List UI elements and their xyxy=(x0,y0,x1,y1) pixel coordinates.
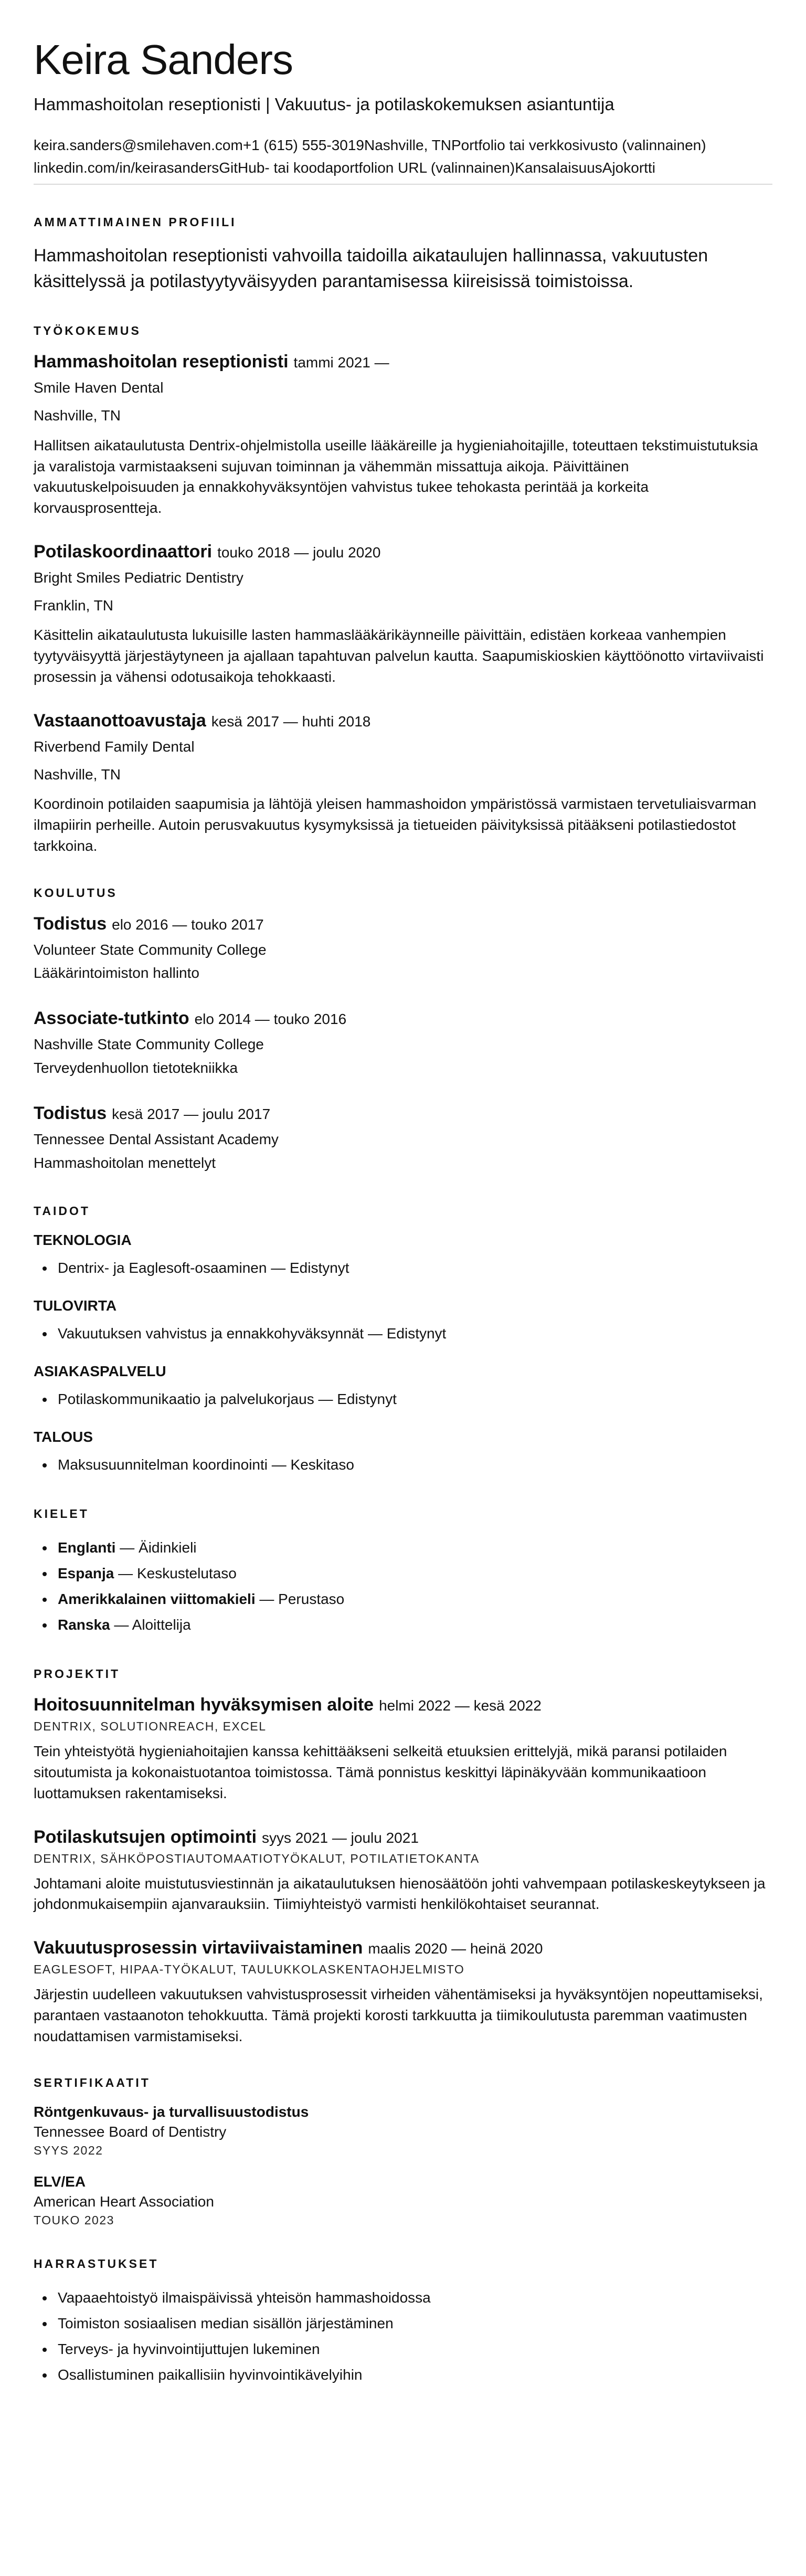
contact-row-secondary xyxy=(34,156,772,179)
language-level: Keskustelutaso xyxy=(136,1565,237,1582)
candidate-headline: Hammashoitolan reseptionisti | Vakuutus- ja potilaskokemuksen asiantuntija xyxy=(34,94,614,114)
skill-item: • Dentrix- ja Eaglesoft-osaaminen — Edistynyt xyxy=(55,1255,772,1281)
language-level: Aloittelija xyxy=(132,1617,191,1633)
hobbies-section-title: HARRASTUKSET xyxy=(34,2257,159,2271)
project-tech: DENTRIX, SÄHKÖPOSTIAUTOMAATIOTYÖKALUT, POTILATIETOKANTA xyxy=(34,1851,480,1865)
language-item: • Espanja — Keskustelutaso xyxy=(55,1560,772,1586)
education-section xyxy=(34,886,772,1175)
experience-description: Hallitsen aikataulutusta Dentrix-ohjelmistolla useille lääkäreille ja hygieniahoitajille, toteuttaen tekstimuistutuksia ja varalistoja varmistaakseni sujuvan toiminnan ja vähemmän missattuja aikoja. Päivittäinen vakuutuskelpoisuuden ja ennakkohyväksyntöjen vahvistus tukee tehokasta perintää ja korkeita korvausprosentteja. xyxy=(34,437,758,516)
contact-github[interactable]: GitHub- tai koodaportfolion URL (valinnainen) xyxy=(219,160,515,176)
hobby-item: • Toimiston sosiaalisen median sisällön järjestäminen xyxy=(55,2310,772,2336)
education-field: Hammashoitolan menettelyt xyxy=(34,1154,216,1171)
certification-date: SYYS 2022 xyxy=(34,2144,103,2158)
skill-category: TALOUS xyxy=(34,1429,93,1445)
certifications-section-title: SERTIFIKAATIT xyxy=(34,2076,151,2090)
project-entry xyxy=(34,1827,772,1915)
education-school: Tennessee Dental Assistant Academy xyxy=(34,1131,279,1147)
hobbies-section xyxy=(34,2257,772,2388)
experience-entry-header xyxy=(34,711,772,731)
project-name: Vakuutusprosessin virtaviivaistaminen xyxy=(34,1938,363,1958)
project-tech: DENTRIX, SOLUTIONREACH, EXCEL xyxy=(34,1719,267,1734)
certification-name: ELV/EA xyxy=(34,2173,86,2190)
languages-section-title: KIELET xyxy=(34,1507,89,1521)
education-field: Lääkärintoimiston hallinto xyxy=(34,965,199,981)
experience-entry xyxy=(34,542,772,688)
skill-category: TEKNOLOGIA xyxy=(34,1232,132,1249)
project-description: Järjestin uudelleen vakuutuksen vahvistusprosessit virheiden vähentämiseksi ja hyväksyntöjen nopeuttamiseksi, parantaen vastaanoton tehokkuutta. Tämä projekti korosti tarkkuutta ja tiimikoulutusta paremman vaatimusten noudattamisen varmistamiseksi. xyxy=(34,1986,763,2044)
certification-issuer: American Heart Association xyxy=(34,2193,214,2210)
experience-entry-header xyxy=(34,542,772,562)
project-name: Potilaskutsujen optimointi xyxy=(34,1827,257,1847)
experience-company: Smile Haven Dental xyxy=(34,379,164,396)
project-name: Hoitosuunnitelman hyväksymisen aloite xyxy=(34,1695,374,1715)
experience-role: Vastaanottoavustaja xyxy=(34,710,206,731)
experience-location: Nashville, TN xyxy=(34,407,121,424)
education-entry-header xyxy=(34,1103,772,1124)
contact-license: Ajokortti xyxy=(602,160,655,176)
project-description: Johtamani aloite muistutusviestinnän ja aikataulutuksen hienosäätöön johti vahvempaan potilaskeskeytykseen ja johdonmukaisempiin ajanvarauksiin. Tiimiyhteistyö varmisti henkilökohtaiset seurannat. xyxy=(34,1875,766,1913)
certification-issuer: Tennessee Board of Dentistry xyxy=(34,2124,227,2140)
experience-entry xyxy=(34,711,772,857)
project-entry-header xyxy=(34,1827,772,1847)
contact-citizenship: Kansalaisuus xyxy=(515,160,602,176)
education-dates: kesä 2017 — joulu 2017 xyxy=(112,1105,271,1122)
certifications-section xyxy=(34,2076,772,2227)
education-dates: elo 2014 — touko 2016 xyxy=(194,1011,347,1028)
language-name: Ranska xyxy=(58,1617,110,1633)
project-entry-header xyxy=(34,1695,772,1715)
education-section-title: KOULUTUS xyxy=(34,885,118,900)
experience-role: Potilaskoordinaattori xyxy=(34,541,213,562)
skills-section-title: TAIDOT xyxy=(34,1204,90,1218)
resume-header xyxy=(34,38,772,185)
experience-section xyxy=(34,324,772,856)
experience-dates: touko 2018 — joulu 2020 xyxy=(217,544,381,561)
project-tech: EAGLESOFT, HIPAA-TYÖKALUT, TAULUKKOLASKENTAOHJELMISTO xyxy=(34,1962,465,1977)
experience-dates: tammi 2021 — xyxy=(293,354,389,371)
contact-email[interactable]: keira.sanders@smilehaven.com xyxy=(34,136,243,153)
contact-linkedin[interactable]: linkedin.com/in/keirasanders xyxy=(34,160,219,176)
education-entry xyxy=(34,1008,772,1080)
language-name: Espanja xyxy=(58,1565,114,1582)
header-divider xyxy=(34,184,772,185)
skill-list xyxy=(34,1255,772,1281)
certification-entry xyxy=(34,2173,772,2227)
language-item: • Amerikkalainen viittomakieli — Perustaso xyxy=(55,1586,772,1612)
education-entry xyxy=(34,1103,772,1175)
skill-group xyxy=(34,1429,772,1477)
hobby-item: • Osallistuminen paikallisiin hyvinvointikävelyihin xyxy=(55,2362,772,2388)
skill-group xyxy=(34,1363,772,1412)
experience-role: Hammashoitolan reseptionisti xyxy=(34,352,289,372)
projects-section-title: PROJEKTIT xyxy=(34,1667,121,1681)
languages-section xyxy=(34,1507,772,1638)
language-name: Englanti xyxy=(58,1539,116,1556)
certification-date: TOUKO 2023 xyxy=(34,2213,114,2227)
candidate-name: Keira Sanders xyxy=(34,36,293,83)
skill-list xyxy=(34,1321,772,1346)
education-entry xyxy=(34,914,772,986)
projects-section xyxy=(34,1667,772,2046)
project-dates: helmi 2022 — kesä 2022 xyxy=(379,1697,542,1714)
skills-section xyxy=(34,1204,772,1477)
experience-description: Koordinoin potilaiden saapumisia ja lähtöjä yleisen hammashoidon ympäristössä varmistaen tervetuliaisvarman ilmapiirin perheille. Autoin perusvakuutus kysymyksissä ja tietueiden päivityksissä pitääkseni potilastiedostot tarkkoina. xyxy=(34,796,757,854)
skill-item: • Maksusuunnitelman koordinointi — Keskitaso xyxy=(55,1452,772,1477)
skill-list xyxy=(34,1452,772,1477)
hobby-list xyxy=(34,2285,772,2388)
education-field: Terveydenhuollon tietotekniikka xyxy=(34,1059,238,1076)
experience-company: Riverbend Family Dental xyxy=(34,738,195,755)
experience-location: Franklin, TN xyxy=(34,597,113,614)
education-school: Volunteer State Community College xyxy=(34,941,267,958)
language-name: Amerikkalainen viittomakieli xyxy=(58,1591,256,1608)
certification-name: Röntgenkuvaus- ja turvallisuustodistus xyxy=(34,2104,309,2120)
contact-location: Nashville, TN xyxy=(364,136,451,153)
project-entry xyxy=(34,1695,772,1803)
education-degree: Todistus xyxy=(34,913,107,934)
hobby-item: • Terveys- ja hyvinvointijuttujen lukeminen xyxy=(55,2336,772,2362)
experience-entry-header xyxy=(34,352,772,372)
contact-row-primary xyxy=(34,134,772,156)
project-entry xyxy=(34,1938,772,2046)
skill-item: • Potilaskommunikaatio ja palvelukorjaus — Edistynyt xyxy=(55,1386,772,1412)
language-item: • Englanti — Äidinkieli xyxy=(55,1535,772,1560)
experience-section-title: TYÖKOKEMUS xyxy=(34,324,141,338)
education-school: Nashville State Community College xyxy=(34,1036,264,1053)
education-dates: elo 2016 — touko 2017 xyxy=(112,916,264,933)
education-degree: Todistus xyxy=(34,1103,107,1123)
project-dates: syys 2021 — joulu 2021 xyxy=(262,1829,419,1846)
contact-portfolio[interactable]: Portfolio tai verkkosivusto (valinnainen) xyxy=(451,136,706,153)
profile-section-title: AMMATTIMAINEN PROFIILI xyxy=(34,215,237,229)
project-entry-header xyxy=(34,1938,772,1958)
language-list xyxy=(34,1535,772,1638)
skill-group xyxy=(34,1297,772,1346)
skill-list xyxy=(34,1386,772,1412)
hobby-item: • Vapaaehtoistyö ilmaispäivissä yhteisön hammashoidossa xyxy=(55,2285,772,2310)
skill-group xyxy=(34,1232,772,1281)
education-entry-header xyxy=(34,914,772,934)
contact-phone[interactable]: +1 (615) 555-3019 xyxy=(242,136,364,153)
skill-category: TULOVIRTA xyxy=(34,1297,117,1314)
certification-entry xyxy=(34,2104,772,2158)
education-degree: Associate-tutkinto xyxy=(34,1008,189,1029)
skill-category: ASIAKASPALVELU xyxy=(34,1363,166,1380)
experience-company: Bright Smiles Pediatric Dentistry xyxy=(34,569,243,586)
profile-text: Hammashoitolan reseptionisti vahvoilla taidoilla aikataulujen hallinnassa, vakuutusten käsittelyssä ja potilastyytyväisyyden parantamisessa kiireisissä toimistoissa. xyxy=(34,245,708,291)
project-dates: maalis 2020 — heinä 2020 xyxy=(368,1940,543,1957)
profile-section xyxy=(34,215,772,295)
education-entry-header xyxy=(34,1008,772,1029)
skill-item: • Vakuutuksen vahvistus ja ennakkohyväksynnät — Edistynyt xyxy=(55,1321,772,1346)
language-level: Perustaso xyxy=(278,1591,345,1608)
experience-entry xyxy=(34,352,772,519)
language-item: • Ranska — Aloittelija xyxy=(55,1612,772,1638)
experience-dates: kesä 2017 — huhti 2018 xyxy=(211,713,371,730)
language-level: Äidinkieli xyxy=(139,1539,197,1556)
experience-location: Nashville, TN xyxy=(34,766,121,783)
project-description: Tein yhteistyötä hygieniahoitajien kanssa kehittääkseni selkeitä etuuksien erittelyjä, mikä paransi potilaiden sitoutumista ja kokonaistuotantoa toimistossa. Tämä ponnistus keskittyi läpinäkyvään kommunikaatioon luottamuksen rakentamiseksi. xyxy=(34,1743,727,1801)
experience-description: Käsittelin aikataulutusta lukuisille lasten hammaslääkärikäynneille päivittäin, edistäen korkeaa vanhempien tyytyväisyyttä järjestäytyneen ja ajallaan tapahtuvan palvelun kautta. Saapumiskioskien käyttöönotto virtaviivaisti prosessin ja vähensi odotusaikoja tehokkaasti. xyxy=(34,627,764,685)
